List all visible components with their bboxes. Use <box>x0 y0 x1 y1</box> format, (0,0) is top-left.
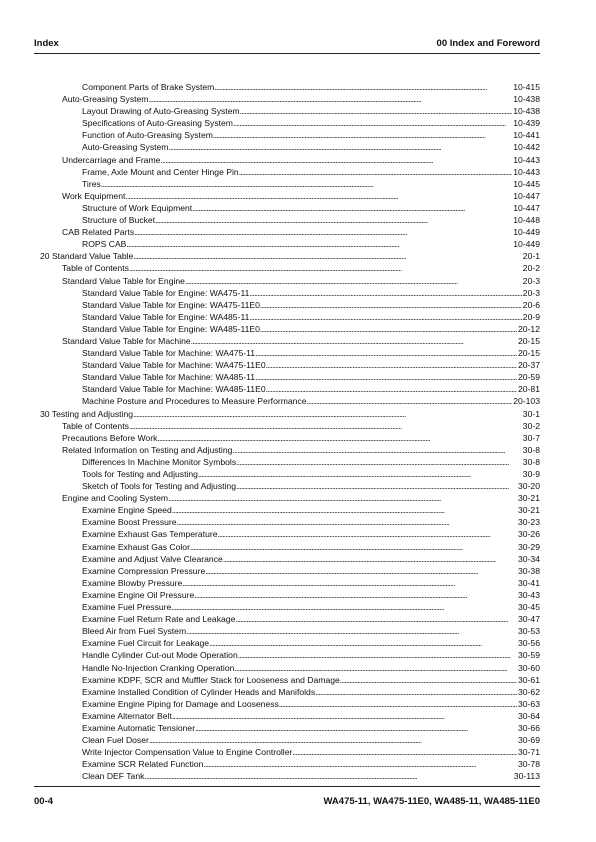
dot-leader <box>233 117 512 129</box>
toc-entry[interactable] <box>40 637 540 649</box>
toc-entry-page: 30-23 <box>518 517 540 528</box>
toc-entry-page: 30-1 <box>522 408 540 419</box>
toc-entry-title: Examine Exhaust Gas Temperature <box>82 529 218 540</box>
toc-entry[interactable] <box>40 613 540 625</box>
toc-entry-page: 20-12 <box>518 323 540 334</box>
toc-entry-page: 30-2 <box>522 420 540 431</box>
toc-entry-page: 20-37 <box>518 360 540 371</box>
toc-entry[interactable] <box>40 166 540 178</box>
toc-entry[interactable] <box>40 577 540 589</box>
toc-entry[interactable] <box>40 480 540 492</box>
dot-leader <box>149 734 517 746</box>
dot-leader <box>198 468 522 480</box>
toc-entry-title: Standard Value Table for Machine: WA475-11 <box>82 348 256 359</box>
toc-entry-title: Examine Fuel Return Rate and Leakage <box>82 614 236 625</box>
toc-entry-page: 30-8 <box>522 456 540 467</box>
toc-entry[interactable] <box>40 190 540 202</box>
toc-entry[interactable] <box>40 625 540 637</box>
toc-entry-page: 20-6 <box>522 299 540 310</box>
toc-entry-title: Standard Value Table for Engine: WA485-11 <box>82 311 250 322</box>
toc-entry[interactable] <box>40 141 540 153</box>
toc-entry-title: Standard Value Table for Machine <box>62 335 191 346</box>
toc-entry-title: Frame, Axle Mount and Center Hinge Pin <box>82 166 239 177</box>
dot-leader <box>279 698 517 710</box>
toc-entry-page: 30-71 <box>518 747 540 758</box>
toc-entry-title: CAB Related Parts <box>62 227 135 238</box>
toc-entry-page: 30-21 <box>518 493 540 504</box>
toc-entry-page: 30-21 <box>518 505 540 516</box>
toc-entry[interactable] <box>40 311 540 323</box>
toc-entry[interactable] <box>40 214 540 226</box>
dot-leader <box>133 408 522 420</box>
dot-leader <box>249 311 521 323</box>
toc-entry-title: Examine Engine Oil Pressure <box>82 589 195 600</box>
toc-entry-page: 10-438 <box>513 106 540 117</box>
footer-page-number: 00-4 <box>34 796 54 807</box>
toc-entry[interactable] <box>40 468 540 480</box>
toc-entry[interactable] <box>40 81 540 93</box>
toc-entry[interactable] <box>40 541 540 553</box>
toc-entry-page: 30-53 <box>518 626 540 637</box>
toc-entry-page: 10-447 <box>513 202 540 213</box>
toc-entry-title: Clean DEF Tank <box>82 771 145 782</box>
toc-entry-page: 10-442 <box>513 142 540 153</box>
toc-entry-page: 30-64 <box>518 710 540 721</box>
dot-leader <box>218 528 518 540</box>
toc-entry[interactable] <box>40 770 540 782</box>
toc-entry-page: 30-62 <box>518 686 540 697</box>
dot-leader <box>239 166 513 178</box>
toc-entry-title: Tools for Testing and Adjusting <box>82 469 198 479</box>
toc-entry-title: Examine Alternator Belt <box>82 710 172 721</box>
toc-entry[interactable] <box>40 238 540 250</box>
toc-entry-title: Examine Blowby Pressure <box>82 577 183 588</box>
dot-leader <box>194 589 517 601</box>
toc-entry-page: 30-60 <box>518 662 540 673</box>
toc-entry-page: 30-78 <box>518 759 540 770</box>
dot-leader <box>192 202 512 214</box>
toc-entry-page: 20-9 <box>522 311 540 322</box>
dot-leader <box>232 444 521 456</box>
dot-leader <box>185 275 522 287</box>
toc-entry[interactable] <box>40 492 540 504</box>
toc-entry-title: Bleed Air from Fuel System <box>82 626 187 637</box>
toc-entry[interactable] <box>40 589 540 601</box>
toc-entry[interactable] <box>40 299 540 311</box>
toc-entry[interactable] <box>40 371 540 383</box>
dot-leader <box>266 359 517 371</box>
toc-entry-page: 30-59 <box>518 650 540 661</box>
toc-entry-page: 30-69 <box>518 735 540 746</box>
toc-entry[interactable] <box>40 287 540 299</box>
toc-entry[interactable] <box>40 178 540 190</box>
dot-leader <box>249 287 521 299</box>
dot-leader <box>133 250 521 262</box>
toc-entry-title: Structure of Bucket <box>82 215 156 226</box>
toc-entry-title: Function of Auto-Greasing System <box>82 130 213 141</box>
dot-leader <box>190 541 517 553</box>
toc-entry[interactable] <box>40 565 540 577</box>
dot-leader <box>236 480 517 492</box>
toc-entry[interactable] <box>40 553 540 565</box>
toc-entry-page: 30-63 <box>518 698 540 709</box>
dot-leader <box>129 420 522 432</box>
toc-entry-title: Examine Exhaust Gas Color <box>82 541 190 552</box>
toc-entry-page: 30-45 <box>518 602 540 613</box>
dot-leader <box>160 154 512 166</box>
page-header <box>34 38 540 49</box>
toc-entry[interactable] <box>40 662 540 674</box>
toc-entry[interactable] <box>40 686 540 698</box>
toc-entry-title: Standard Value Table for Engine: WA475-11 <box>82 287 250 298</box>
toc-entry-title: Layout Drawing of Auto-Greasing System <box>82 106 240 117</box>
toc-entry-title: Auto-Greasing System <box>62 94 149 105</box>
toc-entry-page: 30-56 <box>518 638 540 649</box>
toc-entry-title: Examine SCR Related Function <box>82 759 204 770</box>
toc-entry-page: 10-441 <box>513 130 540 141</box>
toc-entry-page: 30-9 <box>522 469 540 479</box>
dot-leader <box>260 323 517 335</box>
toc-entry-title: ROPS CAB <box>82 239 127 250</box>
toc-entry-title: Examine Automatic Tensioner <box>82 722 196 733</box>
toc-entry[interactable] <box>40 649 540 661</box>
toc-entry-title: Examine Installed Condition of Cylinder Heads and Manifolds <box>82 686 316 697</box>
toc-entry-title: Table of Contents <box>62 420 129 431</box>
toc-entry-title: Structure of Work Equipment <box>82 202 193 213</box>
dot-leader <box>292 746 517 758</box>
toc-entry[interactable] <box>40 347 540 359</box>
toc-entry-title: Tires <box>82 178 101 189</box>
toc-entry-page: 30-7 <box>522 432 540 443</box>
dot-leader <box>223 553 517 565</box>
toc-entry-title: Handle No-Injection Cranking Operation <box>82 662 235 673</box>
header-section: Index <box>34 38 59 49</box>
toc-entry-page: 30-20 <box>518 481 540 492</box>
toc-entry[interactable] <box>40 504 540 516</box>
toc-entry[interactable] <box>40 456 540 468</box>
toc-entry-page: 20-15 <box>518 335 540 346</box>
toc-entry[interactable] <box>40 710 540 722</box>
toc-entry-title: Component Parts of Brake System <box>82 82 215 92</box>
footer-rule <box>34 786 540 787</box>
toc-entry-title: Examine Fuel Pressure <box>82 602 172 613</box>
toc-entry-page: 30-38 <box>518 565 540 576</box>
toc-entry-title: Examine Compression Pressure <box>82 565 206 576</box>
toc-entry-page: 30-66 <box>518 722 540 733</box>
toc-entry-page: 30-34 <box>518 553 540 564</box>
dot-leader <box>168 492 517 504</box>
dot-leader <box>234 662 517 674</box>
toc-entry-title: Examine Boost Pressure <box>82 517 177 528</box>
toc-entry-title: Related Information on Testing and Adjusting <box>62 444 233 455</box>
toc-entry-page: 30-41 <box>518 577 540 588</box>
dot-leader <box>177 516 517 528</box>
dot-leader <box>240 105 513 117</box>
toc-entry-page: 30-43 <box>518 589 540 600</box>
dot-leader <box>125 190 512 202</box>
toc-entry-title: Standard Value Table for Engine <box>62 275 185 286</box>
dot-leader <box>148 93 512 105</box>
dot-leader <box>186 625 517 637</box>
toc-entry[interactable] <box>40 154 540 166</box>
toc-entry-page: 20-1 <box>522 251 540 262</box>
toc-entry-title: Standard Value Table for Machine: WA485-11E0 <box>82 384 266 395</box>
toc-entry[interactable] <box>40 408 540 420</box>
toc-entry-title: Write Injector Compensation Value to Engine Controller <box>82 747 293 758</box>
toc-entry-page: 20-15 <box>518 348 540 359</box>
dot-leader <box>214 81 512 93</box>
toc-entry-title: Precautions Before Work <box>62 432 158 443</box>
dot-leader <box>191 335 517 347</box>
toc-entry-page: 10-438 <box>513 94 540 105</box>
dot-leader <box>205 565 517 577</box>
toc-entry-title: Engine and Cooling System <box>62 493 169 504</box>
toc-entry-title: Undercarriage and Frame <box>62 154 161 165</box>
toc-entry-page: 30-47 <box>518 614 540 625</box>
toc-entry[interactable] <box>40 432 540 444</box>
toc-entry-page: 20-103 <box>513 396 540 407</box>
toc-entry[interactable] <box>40 250 540 262</box>
dot-leader <box>260 299 522 311</box>
toc-entry-page: 10-449 <box>513 227 540 238</box>
toc-entry[interactable] <box>40 117 540 129</box>
toc-entry-page: 30-61 <box>518 674 540 685</box>
page-footer <box>34 796 540 807</box>
toc-entry-page: 10-447 <box>513 190 540 201</box>
toc-entry-page: 30-29 <box>518 541 540 552</box>
toc-entry[interactable] <box>40 383 540 395</box>
dot-leader <box>340 674 517 686</box>
dot-leader <box>315 686 517 698</box>
dot-leader <box>209 637 517 649</box>
toc-entry[interactable] <box>40 601 540 613</box>
toc-entry-title: Examine KDPF, SCR and Muffler Stack for Looseness and Damage <box>82 674 340 685</box>
dot-leader <box>101 178 512 190</box>
toc-entry[interactable] <box>40 722 540 734</box>
toc-entry-title: 20 Standard Value Table <box>40 251 134 262</box>
dot-leader <box>144 770 512 782</box>
dot-leader <box>307 395 513 407</box>
toc-entry[interactable] <box>40 698 540 710</box>
dot-leader <box>126 238 512 250</box>
toc-entry-page: 10-443 <box>513 166 540 177</box>
toc-entry-title: Examine Fuel Circuit for Leakage <box>82 638 210 649</box>
dot-leader <box>171 601 517 613</box>
toc-entry[interactable] <box>40 746 540 758</box>
header-chapter: 00 Index and Foreword <box>436 38 540 49</box>
toc-entry[interactable] <box>40 226 540 238</box>
dot-leader <box>255 371 517 383</box>
header-rule <box>34 53 540 54</box>
dot-leader <box>255 347 517 359</box>
toc-entry[interactable] <box>40 528 540 540</box>
toc-entry-page: 30-113 <box>513 771 540 782</box>
toc-entry[interactable] <box>40 734 540 746</box>
toc-entry-page: 10-443 <box>513 154 540 165</box>
toc-entry[interactable] <box>40 516 540 528</box>
toc-entry-title: Auto-Greasing System <box>82 142 169 153</box>
toc-entry-title: Work Equipment <box>62 190 126 201</box>
toc-entry-title: Standard Value Table for Engine: WA475-11E0 <box>82 299 260 310</box>
toc-entry[interactable] <box>40 444 540 456</box>
dot-leader <box>266 383 517 395</box>
toc-entry-title: Standard Value Table for Machine: WA485-11 <box>82 372 256 383</box>
footer-models: WA475-11, WA475-11E0, WA485-11, WA485-11E0 <box>323 796 540 807</box>
toc-entry-page: 20-3 <box>522 287 540 298</box>
toc-entry-page: 10-448 <box>513 215 540 226</box>
toc-entry[interactable] <box>40 275 540 287</box>
toc-entry-title: 30 Testing and Adjusting <box>40 408 134 419</box>
toc-entry-page: 20-81 <box>518 384 540 395</box>
toc-entry-title: Examine and Adjust Valve Clearance <box>82 553 223 564</box>
dot-leader <box>168 141 512 153</box>
dot-leader <box>195 722 517 734</box>
dot-leader <box>182 577 517 589</box>
toc-entry[interactable] <box>40 323 540 335</box>
toc-entry-page: 30-8 <box>522 444 540 455</box>
toc-entry-title: Examine Engine Speed <box>82 505 172 516</box>
dot-leader <box>236 456 522 468</box>
toc-entry[interactable] <box>40 420 540 432</box>
toc-entry-page: 10-439 <box>513 118 540 129</box>
toc-entry[interactable] <box>40 262 540 274</box>
toc-entry-page: 10-415 <box>513 82 540 92</box>
toc-entry-page: 20-2 <box>522 263 540 274</box>
toc-entry-page: 20-3 <box>522 275 540 286</box>
toc-entry-page: 10-449 <box>513 239 540 250</box>
toc-entry-title: Table of Contents <box>62 263 129 274</box>
dot-leader <box>157 432 521 444</box>
toc-entry-title: Clean Fuel Doser <box>82 735 149 746</box>
toc-entry-title: Standard Value Table for Engine: WA485-11E0 <box>82 323 260 334</box>
toc-entry-page: 30-26 <box>518 529 540 540</box>
toc-entry-title: Differences In Machine Monitor Symbols <box>82 456 237 467</box>
dot-leader <box>155 214 512 226</box>
toc-entry[interactable] <box>40 202 540 214</box>
toc-entry-page: 10-445 <box>513 178 540 189</box>
toc-entry[interactable] <box>40 359 540 371</box>
dot-leader <box>203 758 517 770</box>
dot-leader <box>129 262 522 274</box>
dot-leader <box>213 129 512 141</box>
toc-entry-title: Sketch of Tools for Testing and Adjusting <box>82 481 236 492</box>
toc-entry[interactable] <box>40 395 540 407</box>
dot-leader <box>172 504 517 516</box>
toc-entry[interactable] <box>40 93 540 105</box>
toc-entry[interactable] <box>40 674 540 686</box>
toc-entry-title: Examine Engine Piping for Damage and Looseness <box>82 698 279 709</box>
toc-entry-page: 20-59 <box>518 372 540 383</box>
toc-entry[interactable] <box>40 105 540 117</box>
dot-leader <box>235 613 517 625</box>
dot-leader <box>172 710 517 722</box>
toc-entry-title: Standard Value Table for Machine: WA475-11E0 <box>82 360 266 371</box>
dot-leader <box>134 226 512 238</box>
toc-entry[interactable] <box>40 129 540 141</box>
table-of-contents <box>40 81 540 782</box>
toc-entry-title: Specifications of Auto-Greasing System <box>82 118 233 129</box>
toc-entry[interactable] <box>40 758 540 770</box>
toc-entry-title: Handle Cylinder Cut-out Mode Operation <box>82 650 238 661</box>
toc-entry-title: Machine Posture and Procedures to Measure Performance <box>82 396 307 407</box>
toc-entry[interactable] <box>40 335 540 347</box>
dot-leader <box>238 649 517 661</box>
